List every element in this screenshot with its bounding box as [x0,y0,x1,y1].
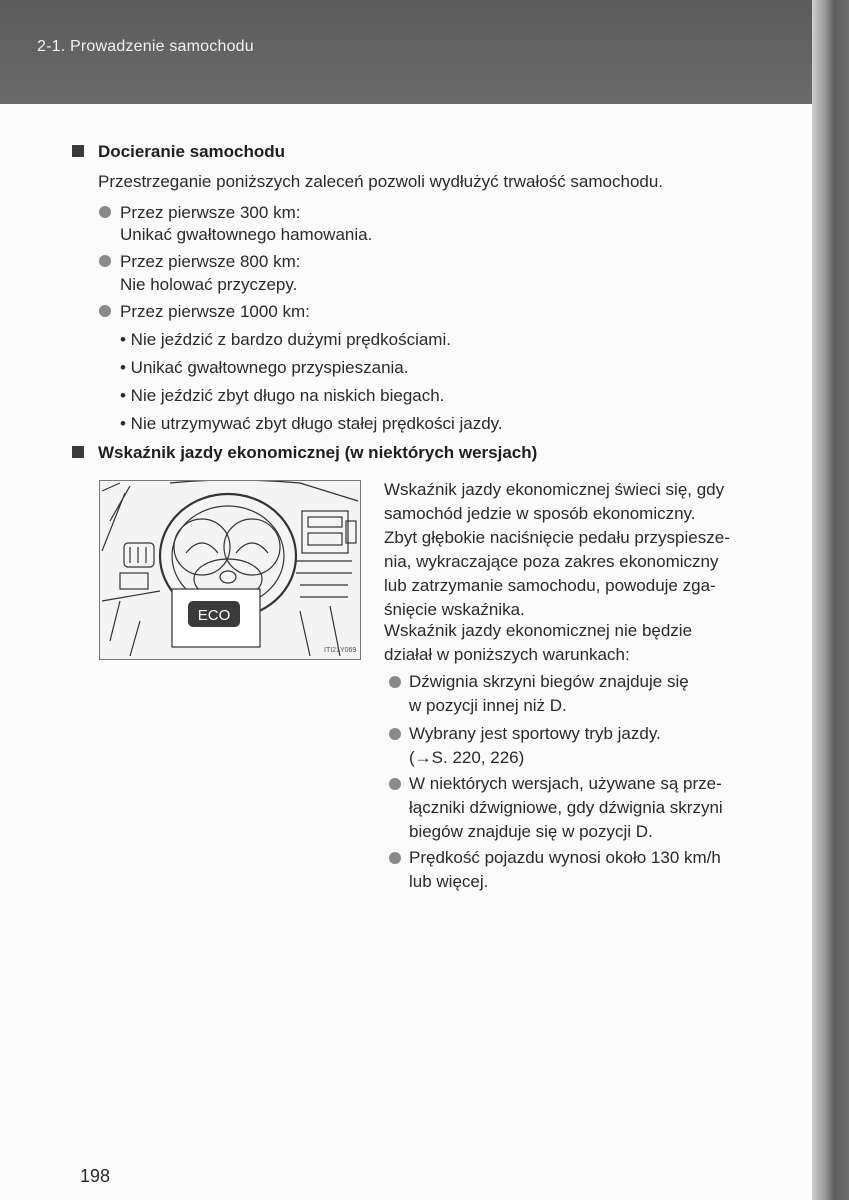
list-item [99,300,310,324]
list-item [99,250,300,274]
page-reference: (→S. 220, 226) [409,748,525,767]
list-item [389,772,769,844]
text-line: Wskaźnik jazdy ekonomicznej nie będzie [384,621,693,640]
section-heading-text: Wskaźnik jazdy ekonomicznej (w niektórych wersjach) [98,443,538,462]
sub-list-item: • Unikać gwałtownego przyspieszania. [120,358,409,377]
sub-list-item: • Nie jeździć zbyt długo na niskich biegach. [120,386,445,405]
intro-paragraph: Przestrzeganie poniższych zaleceń pozwoli wydłużyć trwałość samochodu. [98,172,664,191]
round-bullet-icon [389,778,401,790]
eco-badge-text: ECO [197,607,231,624]
text-line: W niektórych wersjach, używane są prze- [409,774,722,793]
page-edge-tab [812,0,849,1200]
list-item [389,670,769,718]
page-section-title: 2-1. Prowadzenie samochodu [37,38,254,55]
text-line: Wybrany jest sportowy tryb jazdy. [409,724,661,743]
round-bullet-icon [99,305,111,317]
section-heading-eco [72,443,537,463]
text-line: nia, wykraczające poza zakres ekonomiczny [384,552,719,571]
text-line: biegów znajduje się w pozycji D. [409,822,653,841]
sub-list-item: • Nie utrzymywać zbyt długo stałej prędkości jazdy. [120,414,503,433]
round-bullet-icon [389,676,401,688]
dashboard-illustration [99,480,361,660]
text-line: w pozycji innej niż D. [409,696,567,715]
round-bullet-icon [389,852,401,864]
list-item-title: Przez pierwsze 300 km: [120,203,301,222]
sub-list-item: • Nie jeździć z bardzo dużymi prędkościami. [120,330,451,349]
list-item-title: Przez pierwsze 800 km: [120,252,301,271]
text-line: śnięcie wskaźnika. [384,600,525,619]
square-bullet-icon [72,145,84,157]
list-item [389,846,769,894]
list-item-detail: Nie holować przyczepy. [120,275,298,294]
text-line: lub więcej. [409,872,489,891]
list-item-detail: Unikać gwałtownego hamowania. [120,225,373,244]
list-item [99,201,300,225]
square-bullet-icon [72,446,84,458]
text-line: lub zatrzymanie samochodu, powoduje zga- [384,576,716,595]
eco-description [384,478,767,622]
round-bullet-icon [99,206,111,218]
text-line: działał w poniższych warunkach: [384,645,630,664]
list-item [389,722,769,770]
text-line: Zbyt głębokie naciśnięcie pedału przyspiesze- [384,528,730,547]
dashboard-drawing [100,481,360,659]
text-line: Prędkość pojazdu wynosi około 130 km/h [409,848,721,867]
text-line: samochód jedzie w sposób ekonomiczny. [384,504,696,523]
text-line: Wskaźnik jazdy ekonomicznej świeci się, gdy [384,480,725,499]
section-heading-break-in [72,142,285,162]
figure-code-text: ITI21Y069 [324,647,357,654]
list-item-title: Przez pierwsze 1000 km: [120,302,310,321]
section-heading-text: Docieranie samochodu [98,142,286,161]
page-number: 198 [80,1166,111,1186]
text-line: Dźwignia skrzyni biegów znajduje się [409,672,689,691]
header-bar [0,0,812,104]
text-line: łączniki dźwigniowe, gdy dźwignia skrzyni [409,798,723,817]
eco-conditions-intro [384,619,767,667]
round-bullet-icon [99,255,111,267]
round-bullet-icon [389,728,401,740]
